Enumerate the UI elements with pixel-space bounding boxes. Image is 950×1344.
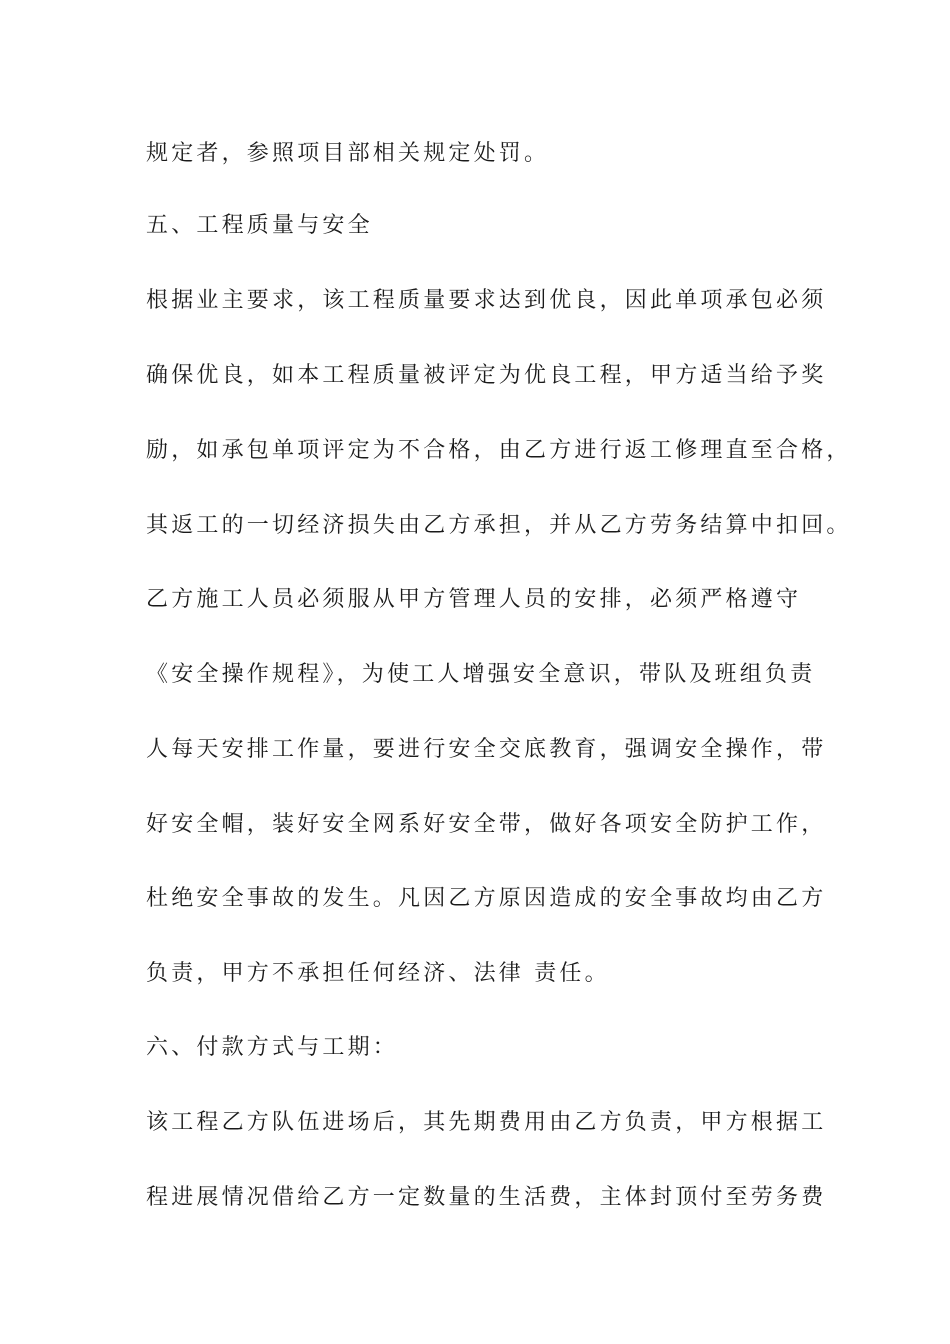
- text-line: 程进展情况借给乙方一定数量的生活费，主体封顶付至劳务费: [146, 1185, 827, 1210]
- text-line: 规定者，参照项目部相关规定处罚。: [146, 141, 550, 166]
- text-line: 乙方施工人员必须服从甲方管理人员的安排，必须严格遵守: [146, 587, 802, 612]
- text-line: 《安全操作规程》，为使工人增强安全意识，带队及班组负责: [146, 662, 816, 687]
- text-line: 确保优良，如本工程质量被评定为优良工程，甲方适当给予奖: [146, 363, 827, 388]
- text-line: 其返工的一切经济损失由乙方承担，并从乙方劳务结算中扣回。: [146, 513, 852, 538]
- text-line: 根据业主要求，该工程质量要求达到优良，因此单项承包必须: [146, 288, 827, 313]
- text-line: 该工程乙方队伍进场后，其先期费用由乙方负责，甲方根据工: [146, 1110, 827, 1135]
- section-heading-payment-schedule: 六、付款方式与工期：: [146, 1035, 399, 1060]
- text-line: 励，如承包单项评定为不合格，由乙方进行返工修理直至合格，: [146, 438, 852, 463]
- text-line: 人每天安排工作量，要进行安全交底教育，强调安全操作，带: [146, 737, 827, 762]
- section-heading-quality-safety: 五、工程质量与安全: [146, 213, 373, 238]
- text-line: 负责，甲方不承担任何经济、法律 责任。: [146, 961, 610, 986]
- text-line: 好安全帽，装好安全网系好安全带，做好各项安全防护工作，: [146, 812, 827, 837]
- text-line: 杜绝安全事故的发生。凡因乙方原因造成的安全事故均由乙方: [146, 886, 827, 911]
